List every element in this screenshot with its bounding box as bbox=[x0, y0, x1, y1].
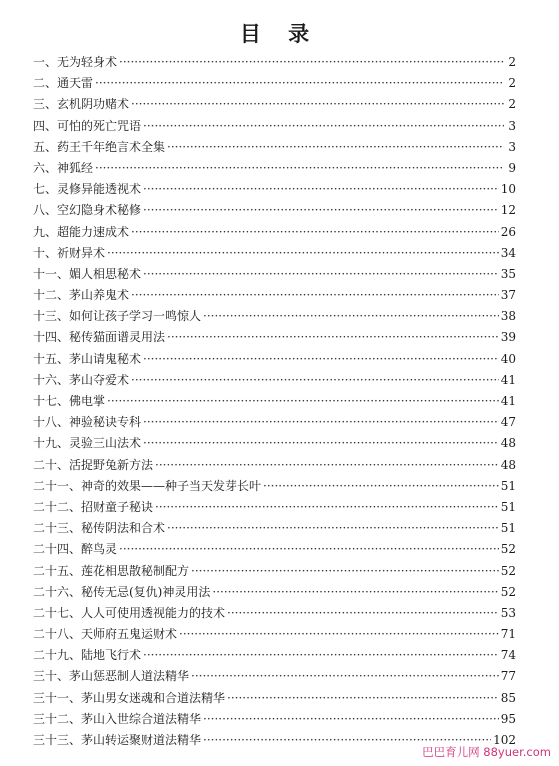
toc-entry-title: 二十、活捉野兔新方法 bbox=[33, 457, 154, 472]
toc-entry-title: 三十二、茅山入世综合道法精华 bbox=[33, 711, 202, 726]
toc-entry-page-number: 51 bbox=[500, 478, 516, 493]
dot-leader bbox=[167, 518, 499, 539]
toc-entry[interactable] bbox=[33, 285, 516, 306]
toc-entry-title: 十七、佛电掌 bbox=[33, 394, 106, 408]
dot-leader bbox=[95, 73, 504, 94]
toc-entry-page-number: 39 bbox=[500, 330, 516, 345]
toc-entry-page-number: 2 bbox=[508, 97, 516, 112]
dot-leader bbox=[167, 137, 504, 158]
toc-entry-page-number: 3 bbox=[508, 139, 516, 154]
dot-leader bbox=[143, 264, 499, 285]
toc-entry-title: 八、空幻隐身术秘修 bbox=[33, 203, 142, 218]
dot-leader bbox=[143, 645, 499, 666]
toc-entry-title: 十五、茅山请鬼秘术 bbox=[33, 351, 142, 366]
toc-entry[interactable] bbox=[33, 243, 516, 264]
toc-entry[interactable] bbox=[33, 200, 516, 221]
dot-leader bbox=[131, 370, 499, 391]
toc-entry[interactable] bbox=[33, 179, 516, 200]
toc-entry[interactable] bbox=[33, 94, 516, 115]
toc-entry-title: 十三、如何让孩子学习一鸣惊人 bbox=[33, 309, 202, 324]
dot-leader bbox=[212, 582, 498, 603]
toc-entry[interactable] bbox=[33, 539, 516, 560]
toc-entry[interactable] bbox=[33, 624, 516, 645]
toc-entry-page-number: 71 bbox=[500, 627, 516, 642]
dot-leader bbox=[191, 666, 499, 687]
toc-entry-page-number: 12 bbox=[500, 203, 516, 218]
dot-leader bbox=[95, 158, 504, 179]
toc-entry-title: 二十二、招财童子秘诀 bbox=[33, 499, 154, 514]
toc-entry[interactable] bbox=[33, 709, 516, 730]
toc-entry[interactable] bbox=[33, 688, 516, 709]
toc-entry-page-number: 2 bbox=[508, 76, 516, 91]
dot-leader bbox=[155, 497, 499, 518]
toc-entry[interactable] bbox=[33, 561, 516, 582]
toc-entry-title: 十九、灵验三山法术 bbox=[33, 436, 142, 451]
toc-entry-page-number: 38 bbox=[500, 309, 516, 324]
toc-entry-page-number: 53 bbox=[500, 605, 516, 620]
toc-entry[interactable] bbox=[33, 582, 516, 603]
dot-leader bbox=[143, 412, 499, 433]
toc-entry-title: 二十三、秘传阴法和合术 bbox=[33, 521, 166, 536]
toc-entry-page-number: 34 bbox=[500, 245, 516, 260]
toc-entry-page-number: 37 bbox=[500, 288, 516, 303]
dot-leader bbox=[143, 179, 499, 200]
toc-entry[interactable] bbox=[33, 52, 516, 73]
toc-entry-page-number: 3 bbox=[508, 118, 516, 133]
toc-entry-page-number: 48 bbox=[500, 436, 516, 451]
toc-entry-title: 二十七、人人可使用透视能力的技术 bbox=[33, 605, 226, 620]
toc-entry-title: 二十八、天师府五鬼运财术 bbox=[33, 627, 178, 642]
toc-entry-title: 二十四、醉鸟灵 bbox=[33, 542, 118, 557]
page-title: 目 录 bbox=[239, 22, 320, 46]
toc-entry-page-number: 74 bbox=[500, 648, 516, 663]
toc-entry-title: 十四、秘传猫面谱灵用法 bbox=[33, 330, 166, 345]
dot-leader bbox=[131, 94, 504, 115]
toc-entry-title: 三十一、茅山男女迷魂和合道法精华 bbox=[33, 690, 226, 705]
toc-entry-title: 一、无为轻身术 bbox=[33, 55, 118, 69]
toc-entry-title: 三十、茅山惩恶制人道法精华 bbox=[33, 669, 190, 684]
toc-entry-title: 六、神狐经 bbox=[33, 160, 94, 175]
toc-entry[interactable] bbox=[33, 497, 516, 518]
dot-leader bbox=[203, 306, 499, 327]
toc-entry[interactable] bbox=[33, 137, 516, 158]
toc-entry[interactable] bbox=[33, 158, 516, 179]
dot-leader bbox=[203, 709, 499, 730]
toc-entry-page-number: 2 bbox=[508, 55, 516, 69]
toc-entry-page-number: 35 bbox=[500, 266, 516, 281]
toc-entry[interactable] bbox=[33, 433, 516, 454]
toc-entry-title: 九、超能力速成术 bbox=[33, 224, 130, 239]
dot-leader bbox=[227, 688, 499, 709]
toc-entry[interactable] bbox=[33, 666, 516, 687]
dot-leader bbox=[191, 561, 499, 582]
toc-entry-page-number: 95 bbox=[500, 711, 516, 726]
toc-entry[interactable] bbox=[33, 412, 516, 433]
watermark: 巴巴育儿网 88yuer.com bbox=[422, 745, 551, 759]
toc-entry-title: 二、通天雷 bbox=[33, 76, 94, 91]
toc-entry[interactable] bbox=[33, 349, 516, 370]
dot-leader bbox=[107, 243, 499, 264]
toc-entry-title: 七、灵修异能透视术 bbox=[33, 182, 142, 197]
toc-entry-title: 三、玄机阴功赌术 bbox=[33, 97, 130, 112]
toc-entry-title: 四、可怕的死亡咒语 bbox=[33, 118, 142, 133]
toc-entry[interactable] bbox=[33, 603, 516, 624]
toc-entry[interactable] bbox=[33, 222, 516, 243]
toc-entry-page-number: 41 bbox=[500, 394, 516, 408]
toc-entry-title: 十八、神验秘诀专科 bbox=[33, 415, 142, 430]
dot-leader bbox=[143, 433, 499, 454]
toc-entry[interactable] bbox=[33, 327, 516, 348]
dot-leader bbox=[263, 476, 499, 497]
toc-entry[interactable] bbox=[33, 476, 516, 497]
dot-leader bbox=[107, 391, 499, 412]
toc-entry-title: 二十九、陆地飞行术 bbox=[33, 648, 142, 663]
dot-leader bbox=[143, 349, 499, 370]
toc-entry[interactable] bbox=[33, 518, 516, 539]
toc-entry-page-number: 52 bbox=[500, 542, 516, 557]
toc-entry-title: 十一、媚人相思秘术 bbox=[33, 266, 142, 281]
toc-entry-title: 二十六、秘传无忌(复仇)神灵用法 bbox=[33, 584, 211, 599]
toc-entry[interactable] bbox=[33, 645, 516, 666]
toc-entry-page-number: 51 bbox=[500, 521, 516, 536]
toc-entry-page-number: 52 bbox=[500, 563, 516, 578]
toc-entry-page-number: 9 bbox=[508, 160, 516, 175]
toc-entry-page-number: 48 bbox=[500, 457, 516, 472]
toc-entry[interactable] bbox=[33, 306, 516, 327]
toc-entry[interactable] bbox=[33, 370, 516, 391]
dot-leader bbox=[143, 116, 504, 137]
toc-entry-page-number: 47 bbox=[500, 415, 516, 430]
toc-entry-title: 三十三、茅山转运聚财道法精华 bbox=[33, 733, 202, 747]
dot-leader bbox=[167, 327, 499, 348]
toc-entry[interactable] bbox=[33, 264, 516, 285]
dot-leader bbox=[143, 200, 499, 221]
toc-entry-page-number: 77 bbox=[500, 669, 516, 684]
table-of-contents bbox=[33, 52, 516, 751]
toc-entry-page-number: 41 bbox=[500, 372, 516, 387]
toc-entry[interactable] bbox=[33, 391, 516, 412]
toc-entry-title: 五、药王千年绝言术全集 bbox=[33, 139, 166, 154]
toc-entry-page-number: 40 bbox=[500, 351, 516, 366]
toc-entry-page-number: 51 bbox=[500, 499, 516, 514]
dot-leader bbox=[119, 539, 499, 560]
dot-leader bbox=[179, 624, 499, 645]
dot-leader bbox=[155, 455, 499, 476]
toc-entry-title: 十六、茅山夺爱术 bbox=[33, 372, 130, 387]
toc-entry-title: 十、祈财异术 bbox=[33, 245, 106, 260]
toc-entry-page-number: 85 bbox=[500, 690, 516, 705]
dot-leader bbox=[119, 52, 504, 73]
toc-entry[interactable] bbox=[33, 73, 516, 94]
toc-entry-page-number: 10 bbox=[500, 182, 516, 197]
toc-entry[interactable] bbox=[33, 116, 516, 137]
dot-leader bbox=[131, 222, 499, 243]
dot-leader bbox=[227, 603, 499, 624]
toc-entry-title: 二十五、莲花相思散秘制配方 bbox=[33, 563, 190, 578]
toc-entry-title: 二十一、神奇的效果——种子当天发芽长叶 bbox=[33, 478, 262, 493]
dot-leader bbox=[131, 285, 499, 306]
toc-entry-page-number: 26 bbox=[500, 224, 516, 239]
toc-entry-page-number: 102 bbox=[493, 733, 516, 747]
toc-entry-page-number: 52 bbox=[500, 584, 516, 599]
toc-entry-title: 十二、茅山养鬼术 bbox=[33, 288, 130, 303]
toc-entry[interactable] bbox=[33, 455, 516, 476]
